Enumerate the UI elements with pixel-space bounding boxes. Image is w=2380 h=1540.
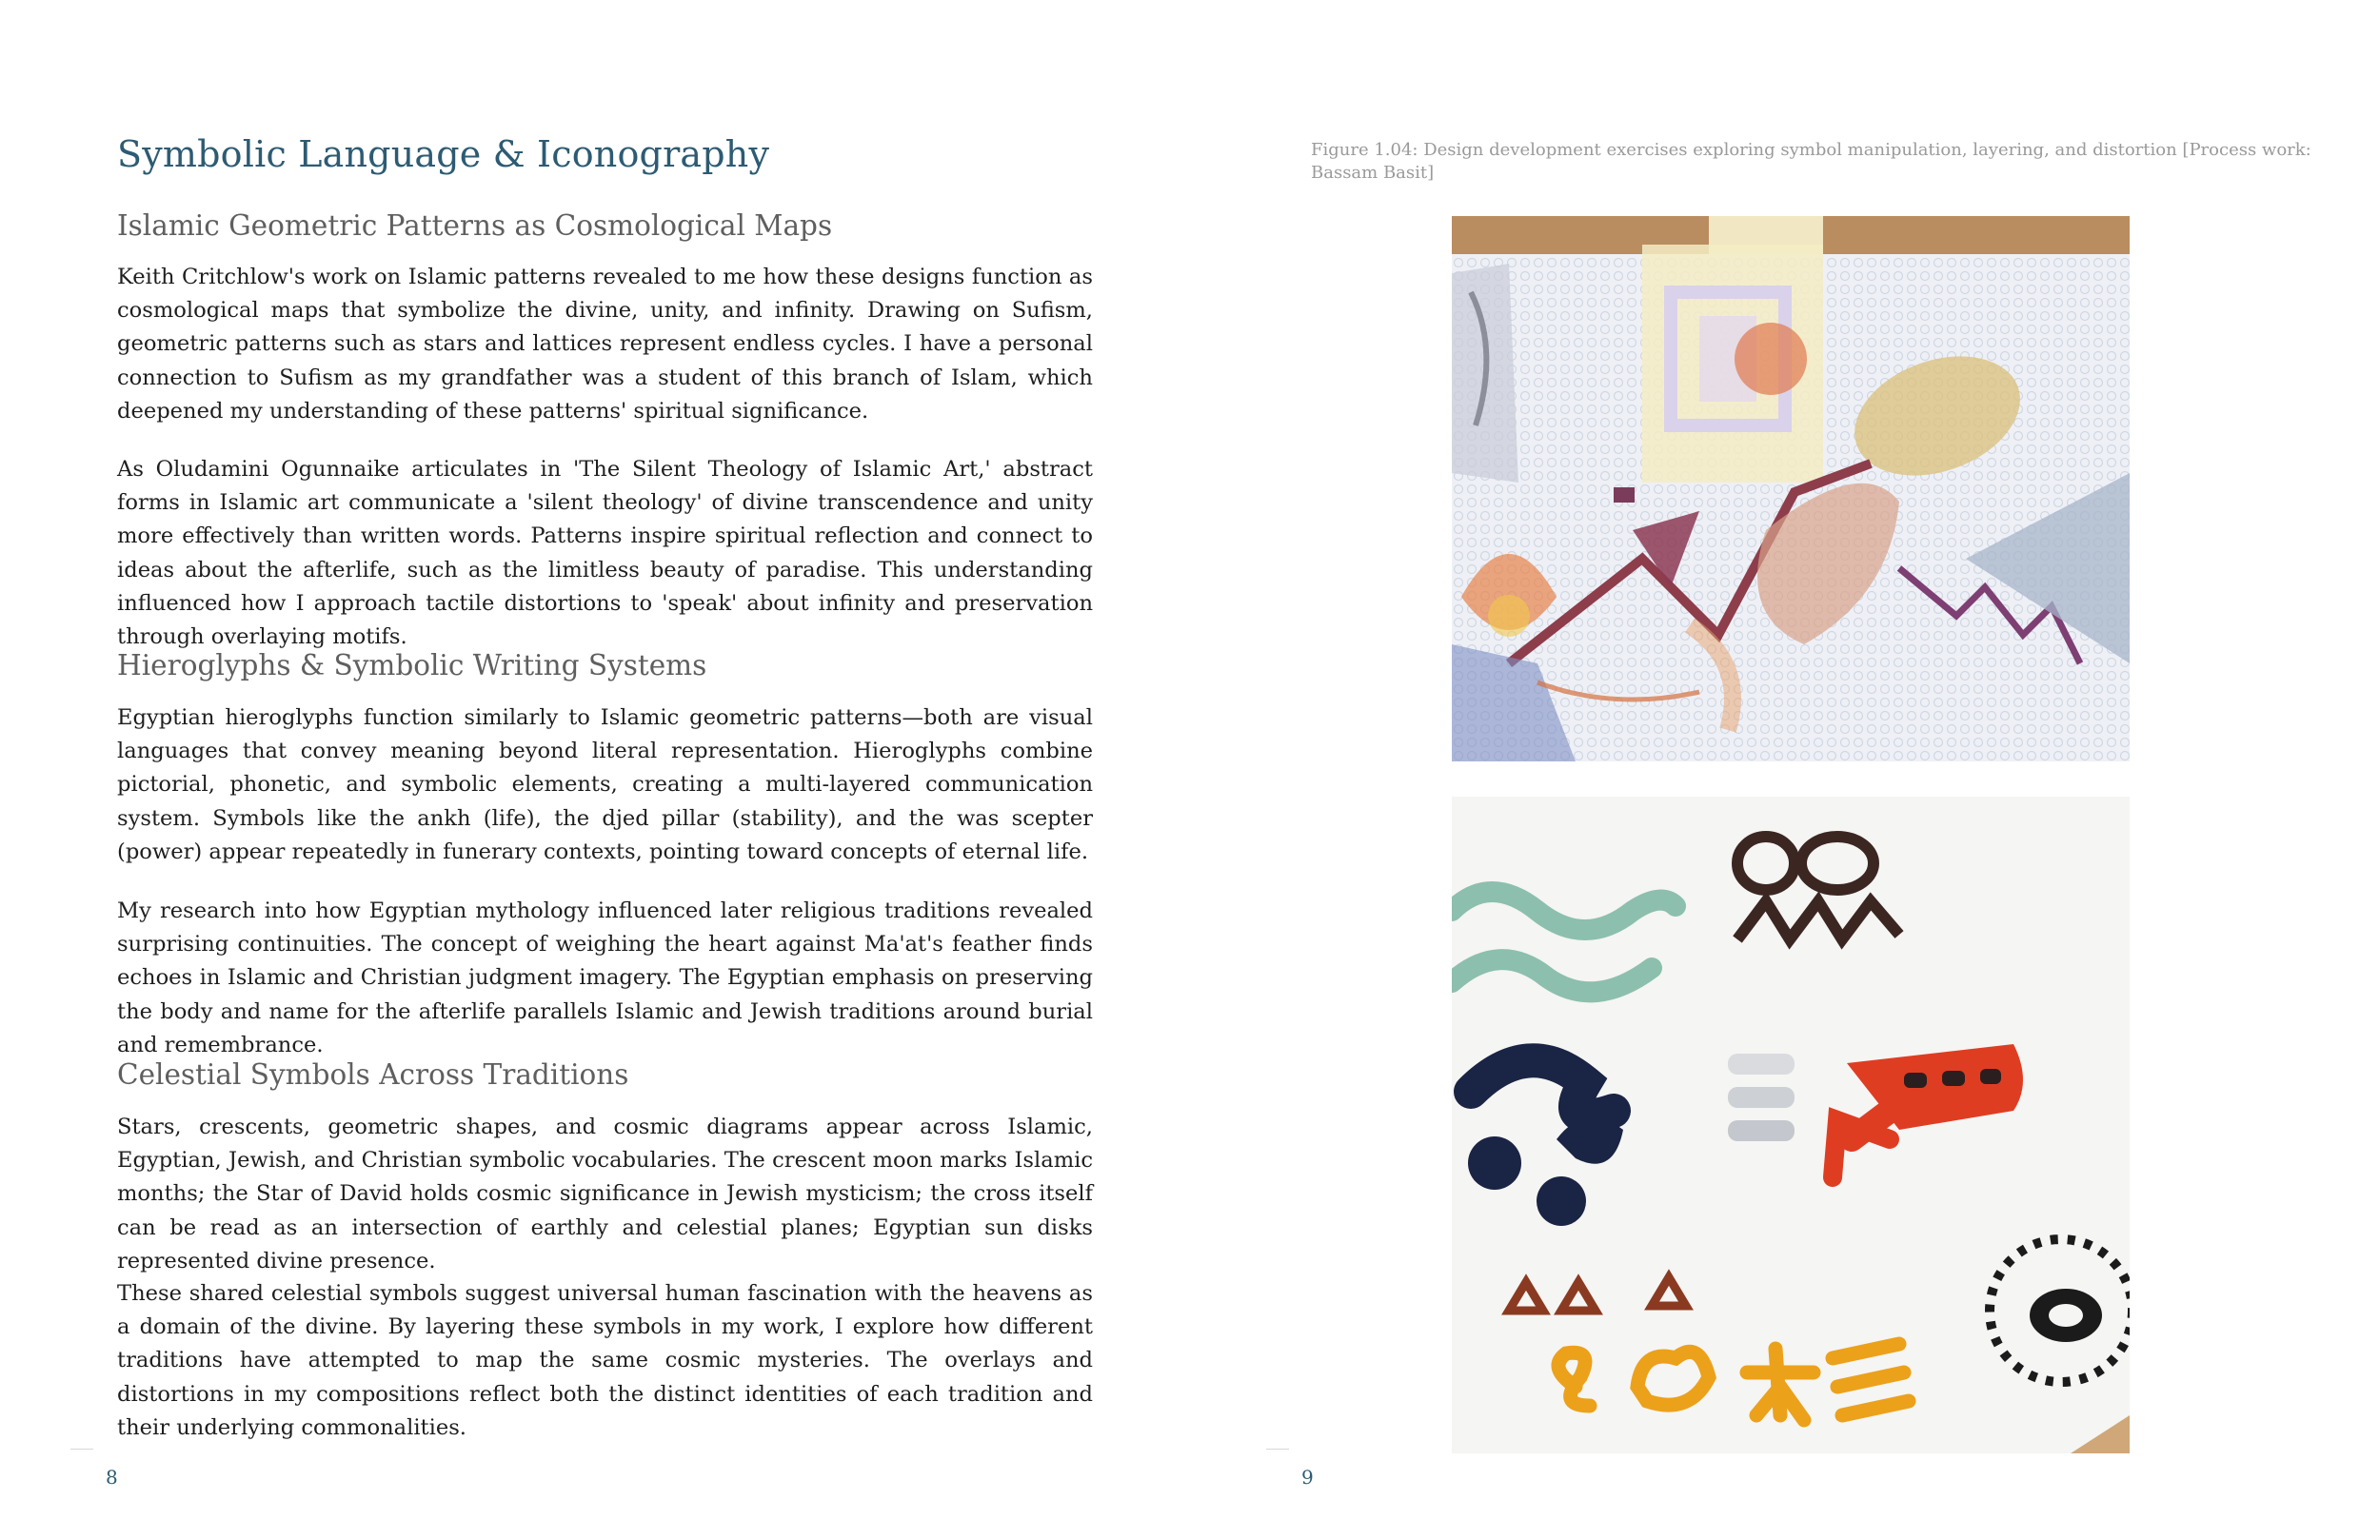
section-heading-hieroglyphs: Hieroglyphs & Symbolic Writing Systems: [117, 649, 707, 681]
paragraph-egyptian-mythology: My research into how Egyptian mythology influenced later religious traditions revealed surprising continuities. The concept of weighing the heart against Ma'at's feather finds echoes in Islamic and Christian judgment imagery. The Egyptian emphasis on preserving the body and name for the afterlife parallels Islamic and Jewish traditions around burial and remembrance.: [117, 898, 1093, 1057]
paragraph-critchlow: Keith Critchlow's work on Islamic patterns revealed to me how these designs function as cosmological maps that symbolize the divine, unity, and infinity. Drawing on Sufism, geometric patterns such as stars and lattices represent endless cycles. I have a personal connection to Sufism as my grandfather was a student of this branch of Islam, which deepened my understanding of these patterns' spiritual significance.: [117, 265, 1093, 424]
right-page: [1266, 0, 2380, 1540]
footer-rule: [70, 1449, 93, 1450]
paragraph-ogunnaike: As Oludamini Ogunnaike articulates in 'The Silent Theology of Islamic Art,' abstract forms in Islamic art communicate a 'silent theology' of divine transcendence and unity more effectively than written words. Patterns inspire spiritual reflection and connect to ideas about the afterlife, such as the limitless beauty of paradise. This understanding influenced how I approach tactile distortions to 'speak' about infinity and preservation through overlaying motifs.: [117, 457, 1093, 650]
paragraph-hieroglyphs: Egyptian hieroglyphs function similarly to Islamic geometric patterns—both are visual languages that convey meaning beyond literal representation. Hieroglyphs combine pictorial, phonetic, and symbolic elements, creating a multi-layered communication system. Symbols like the ankh (life), the djed pillar (stability), and the was scepter (power) appear repeatedly in funerary contexts, pointing toward concepts of eternal life.: [117, 705, 1093, 864]
page-title: Symbolic Language & Iconography: [117, 133, 770, 175]
figure-photo-layered-collage: [1452, 216, 2130, 761]
figure-caption: Figure 1.04: Design development exercises exploring symbol manipulation, layering, and distortion [Process work: Bassam Basit]: [1311, 140, 2311, 183]
paragraph-shared-symbols: These shared celestial symbols suggest universal human fascination with the heavens as a domain of the divine. By layering these symbols in my work, I explore how different traditions have attempted to map the same cosmic mysteries. The overlays and distortions in my compositions reflect both the distinct identities of each tradition and their underlying commonalities.: [117, 1281, 1093, 1440]
page-number: 8: [106, 1466, 118, 1489]
paragraph-celestial-symbols: Stars, crescents, geometric shapes, and cosmic diagrams appear across Islamic, Egyptian, Jewish, and Christian symbolic vocabularies. The crescent moon marks Islamic months; the Star of David holds cosmic significance in Jewish mysticism; the cross itself can be read as an intersection of earthly and celestial planes; Egyptian sun disks represented divine presence.: [117, 1115, 1093, 1273]
figure-photo-painted-symbols: [1452, 797, 2130, 1453]
section-heading-islamic-patterns: Islamic Geometric Patterns as Cosmological Maps: [117, 209, 833, 242]
page-number: 9: [1301, 1466, 1314, 1489]
section-heading-celestial: Celestial Symbols Across Traditions: [117, 1058, 629, 1091]
footer-rule: [1266, 1449, 1289, 1450]
